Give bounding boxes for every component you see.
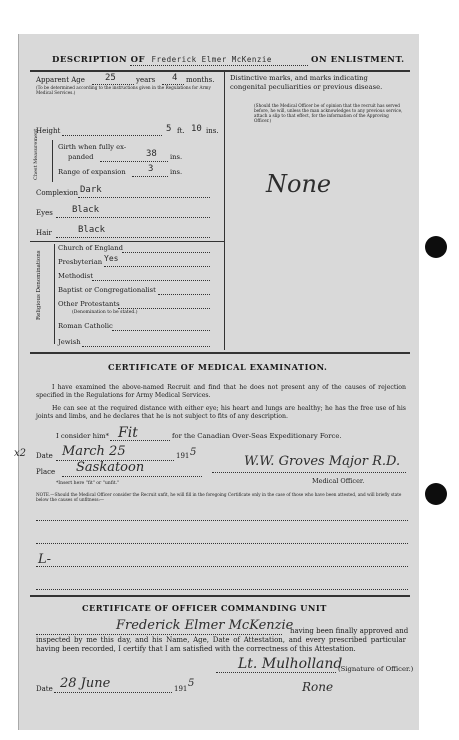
girth-unit: ins. xyxy=(170,153,183,161)
medical-officer-label: Medical Officer. xyxy=(312,477,365,485)
commanding-date: 28 June xyxy=(60,676,111,691)
height-label: Height xyxy=(36,127,61,135)
religion-line-1 xyxy=(104,266,210,267)
column-divider xyxy=(224,70,225,350)
religion-bracket xyxy=(54,244,55,344)
medical-place-line xyxy=(62,476,202,477)
range-line xyxy=(132,176,168,177)
religion-item-4: Other Protestants xyxy=(58,300,120,308)
medical-para-1: I have examined the above-named Recruit and find that he does not present any of the causes of rejection specified in the Regulations for Army Medical Services. xyxy=(36,384,406,399)
girth-line xyxy=(100,161,168,162)
unfit-line-4 xyxy=(36,589,408,590)
medical-star-note: *Insert here "fit" or "unfit." xyxy=(56,481,120,486)
girth-label-2: panded xyxy=(68,153,94,161)
commanding-heading: CERTIFICATE OF OFFICER COMMANDING UNIT xyxy=(82,603,327,613)
medical-date: March 25 xyxy=(62,444,126,459)
medical-para-2: He can see at the required distance with either eye; his heart and lungs are healthy; he has the free use of his joints and limbs, and he declares that he is not subject to fits of any description. xyxy=(36,405,406,420)
commanding-text-end: having been finally approved and xyxy=(290,627,409,635)
commanding-para: inspected by me this day, and his Name, Age, Date of Attestation, and every prescribed particular having been recorded, I certify that I am satisfied with the correctness of this Attestation. xyxy=(36,636,406,653)
marks-note: (Should the Medical Officer be of opinion that the recruit has served before, he will, unless the man acknowledges to any previous service, attach a slip to that effect, for the information of the Approving Officer.) xyxy=(254,103,403,123)
medical-place-label: Place xyxy=(36,468,56,476)
religion-item-0: Church of England xyxy=(58,244,123,252)
medical-place: Saskatoon xyxy=(76,460,145,475)
commanding-date-label: Date xyxy=(36,685,53,693)
unfit-line-2 xyxy=(36,543,408,544)
ft-label: ft. xyxy=(177,127,185,135)
months-label: months. xyxy=(186,76,215,84)
commanding-name-line xyxy=(36,634,282,635)
commanding-year-prefix: 191 xyxy=(174,685,188,693)
title-suffix: ON ENLISTMENT. xyxy=(311,55,405,65)
age-label: Apparent Age xyxy=(36,76,85,84)
religion-line-5 xyxy=(112,330,210,331)
marks-value: None xyxy=(266,170,332,198)
punch-hole-top xyxy=(425,236,447,258)
section-rule-1 xyxy=(30,352,410,354)
commanding-signature-label: (Signature of Officer.) xyxy=(338,665,414,673)
height-line xyxy=(62,135,162,136)
chest-group-label: Chest Measurement xyxy=(33,128,39,180)
title-prefix: DESCRIPTION OF xyxy=(52,55,146,65)
fitness-line xyxy=(110,440,170,441)
medical-year-prefix: 191 xyxy=(176,452,190,460)
complexion-value: Dark xyxy=(80,185,102,195)
chest-range: 3 xyxy=(148,164,154,174)
title-underline xyxy=(130,65,308,66)
religion-line-3 xyxy=(158,294,210,295)
margin-mark: x2 xyxy=(14,448,27,459)
commanding-recruit-name: Frederick Elmer McKenzie xyxy=(116,618,294,633)
complexion-label: Complexion xyxy=(36,189,78,197)
consider-prefix: I consider him* xyxy=(56,432,109,440)
hair-label: Hair xyxy=(36,229,52,237)
height-inches: 10 xyxy=(191,124,202,134)
consider-suffix: for the Canadian Over-Seas Expeditionary Force. xyxy=(172,432,342,440)
unfit-line-1 xyxy=(36,520,408,521)
religion-item-5: Roman Catholic xyxy=(58,322,113,330)
girth-label-1: Girth when fully ex- xyxy=(58,143,127,151)
height-feet: 5 xyxy=(166,124,172,134)
medical-date-label: Date xyxy=(36,452,53,460)
punch-hole-bottom xyxy=(425,483,447,505)
medical-officer-signature: W.W. Groves Major R.D. xyxy=(244,454,401,469)
religion-item-3: Baptist or Congregationalist xyxy=(58,286,156,294)
commanding-signature-line xyxy=(216,672,336,673)
section-rule-2 xyxy=(30,595,410,597)
hair-value: Black xyxy=(78,225,106,235)
eyes-label: Eyes xyxy=(36,209,53,217)
religion-line-0 xyxy=(122,252,210,253)
religion-other-note: (Denomination to be stated.) xyxy=(72,310,138,315)
unfit-scribble: L- xyxy=(38,552,52,567)
marks-heading: Distinctive marks, and marks indicating congenital peculiarities or previous disease. xyxy=(230,74,383,91)
religion-line-4 xyxy=(118,308,210,309)
medical-signature-line xyxy=(212,472,406,473)
religion-item-1: Presbyterian xyxy=(58,258,103,266)
age-months: 4 xyxy=(172,73,178,83)
range-unit: ins. xyxy=(170,168,183,176)
religion-value-1: Yes xyxy=(104,254,119,263)
chest-girth: 38 xyxy=(146,149,157,159)
medical-unfit-note: NOTE.—Should the Medical Officer consider the Recruit unfit, he will fill in the foregoing Certificate only in the case of those who have been attested, and will briefly state below the causes of unfitness:— xyxy=(36,492,402,502)
medical-heading: CERTIFICATE OF MEDICAL EXAMINATION. xyxy=(108,362,328,372)
medical-year-digit: 5 xyxy=(190,447,197,458)
chest-bracket xyxy=(52,140,53,182)
years-label: years xyxy=(136,76,156,84)
hair-rule xyxy=(30,241,224,242)
hair-line xyxy=(56,237,210,238)
unfit-line-3 xyxy=(36,566,408,567)
religion-line-6 xyxy=(82,346,210,347)
commanding-signature: Lt. Mulholland xyxy=(238,656,343,672)
commanding-date-line xyxy=(54,692,172,693)
fitness-value: Fit xyxy=(118,425,138,441)
eyes-value: Black xyxy=(72,205,100,215)
range-label: Range of expansion xyxy=(58,168,126,176)
religion-item-6: Jewish xyxy=(58,338,81,346)
form-title xyxy=(52,55,272,65)
religion-line-2 xyxy=(92,280,210,281)
commanding-year-digit: 5 xyxy=(188,678,195,689)
complexion-line xyxy=(78,197,210,198)
commanding-initials: Rone xyxy=(302,680,334,694)
age-note: (To be determined according to the instructions given in the Regulations for Army Medical Services.) xyxy=(36,85,211,95)
religion-group-label: Religious Denominations xyxy=(36,250,42,320)
age-years: 25 xyxy=(105,73,116,83)
ins-label: ins. xyxy=(206,127,219,135)
title-rule xyxy=(30,70,410,72)
eyes-line xyxy=(56,217,210,218)
recruit-name: Frederick Elmer McKenzie xyxy=(151,55,272,64)
religion-item-2: Methodist xyxy=(58,272,93,280)
